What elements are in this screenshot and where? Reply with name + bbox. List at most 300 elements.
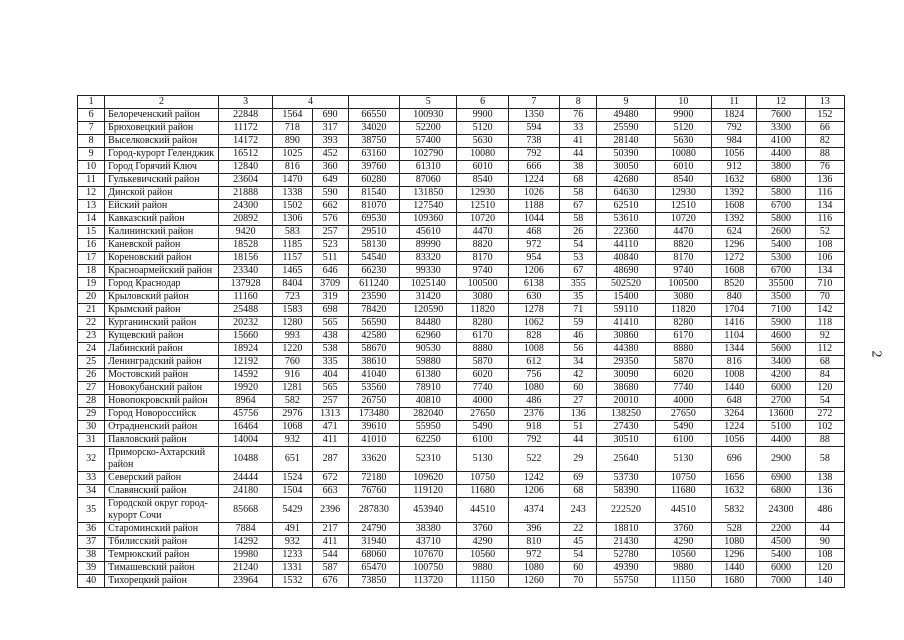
- value-cell: 4374: [508, 498, 559, 523]
- value-cell: 590: [312, 187, 348, 200]
- value-cell: 1331: [273, 562, 312, 575]
- value-cell: 1242: [508, 472, 559, 485]
- value-cell: 137928: [218, 278, 272, 291]
- value-cell: 1233: [273, 549, 312, 562]
- value-cell: 39610: [348, 421, 399, 434]
- value-cell: 90: [805, 536, 844, 549]
- value-cell: 5490: [655, 421, 711, 434]
- value-cell: 60: [560, 382, 597, 395]
- value-cell: 22848: [218, 109, 272, 122]
- row-number-cell: 13: [78, 200, 105, 213]
- value-cell: 5800: [757, 187, 805, 200]
- row-number-cell: 24: [78, 343, 105, 356]
- value-cell: 20892: [218, 213, 272, 226]
- table-row: [78, 226, 845, 239]
- value-cell: 1296: [712, 239, 757, 252]
- value-cell: 131850: [400, 187, 457, 200]
- value-cell: 2396: [312, 498, 348, 523]
- value-cell: 76760: [348, 485, 399, 498]
- row-number-cell: 9: [78, 148, 105, 161]
- value-cell: 15660: [218, 330, 272, 343]
- value-cell: 6138: [508, 278, 559, 291]
- row-number-cell: 36: [78, 523, 105, 536]
- value-cell: 5400: [757, 239, 805, 252]
- value-cell: 319: [312, 291, 348, 304]
- value-cell: 109360: [400, 213, 457, 226]
- value-cell: 6010: [457, 161, 508, 174]
- row-number-cell: 14: [78, 213, 105, 226]
- table-row: [78, 200, 845, 213]
- row-number-cell: 31: [78, 434, 105, 447]
- value-cell: 41040: [348, 369, 399, 382]
- value-cell: 12930: [655, 187, 711, 200]
- value-cell: 84480: [400, 317, 457, 330]
- value-cell: 134: [805, 265, 844, 278]
- value-cell: 39760: [348, 161, 399, 174]
- district-name-cell: Выселковский район: [105, 135, 219, 148]
- row-number-cell: 18: [78, 265, 105, 278]
- row-number-cell: 38: [78, 549, 105, 562]
- value-cell: 58: [805, 447, 844, 472]
- value-cell: 282040: [400, 408, 457, 421]
- value-cell: 118: [805, 317, 844, 330]
- table-row: [78, 265, 845, 278]
- value-cell: 816: [712, 356, 757, 369]
- value-cell: 11680: [655, 485, 711, 498]
- value-cell: 68060: [348, 549, 399, 562]
- value-cell: 3400: [757, 356, 805, 369]
- value-cell: 630: [508, 291, 559, 304]
- header-cell: 2: [105, 96, 219, 109]
- value-cell: 69: [560, 472, 597, 485]
- value-cell: 1080: [712, 536, 757, 549]
- district-name-cell: Белореченский район: [105, 109, 219, 122]
- value-cell: 1080: [508, 382, 559, 395]
- district-name-cell: Кавказский район: [105, 213, 219, 226]
- row-number-cell: 22: [78, 317, 105, 330]
- value-cell: 8540: [457, 174, 508, 187]
- value-cell: 10080: [457, 148, 508, 161]
- district-name-cell: Город Новороссийск: [105, 408, 219, 421]
- value-cell: 411: [312, 434, 348, 447]
- value-cell: 565: [312, 382, 348, 395]
- table-row: [78, 174, 845, 187]
- value-cell: 38680: [597, 382, 655, 395]
- value-cell: 54: [805, 395, 844, 408]
- value-cell: 22: [560, 523, 597, 536]
- row-number-cell: 21: [78, 304, 105, 317]
- value-cell: 7884: [218, 523, 272, 536]
- table-row: [78, 562, 845, 575]
- table-row: [78, 317, 845, 330]
- value-cell: 113720: [400, 575, 457, 588]
- value-cell: 760: [273, 356, 312, 369]
- value-cell: 1044: [508, 213, 559, 226]
- value-cell: 27650: [457, 408, 508, 421]
- value-cell: 13600: [757, 408, 805, 421]
- value-cell: 1564: [273, 109, 312, 122]
- value-cell: 84: [805, 369, 844, 382]
- value-cell: 4100: [757, 135, 805, 148]
- value-cell: 24300: [218, 200, 272, 213]
- district-name-cell: Каневской район: [105, 239, 219, 252]
- value-cell: 25590: [597, 122, 655, 135]
- value-cell: 26750: [348, 395, 399, 408]
- value-cell: 611240: [348, 278, 399, 291]
- value-cell: 3080: [457, 291, 508, 304]
- value-cell: 1157: [273, 252, 312, 265]
- value-cell: 1583: [273, 304, 312, 317]
- value-cell: 52310: [400, 447, 457, 472]
- value-cell: 5130: [457, 447, 508, 472]
- value-cell: 54: [560, 549, 597, 562]
- value-cell: 66550: [348, 109, 399, 122]
- value-cell: 44: [560, 148, 597, 161]
- value-cell: 1344: [712, 343, 757, 356]
- value-cell: 42680: [597, 174, 655, 187]
- value-cell: 92: [805, 330, 844, 343]
- value-cell: 44510: [655, 498, 711, 523]
- value-cell: 317: [312, 122, 348, 135]
- header-cell: 8: [560, 96, 597, 109]
- value-cell: 3300: [757, 122, 805, 135]
- value-cell: 58: [560, 213, 597, 226]
- value-cell: 1224: [712, 421, 757, 434]
- value-cell: 120: [805, 562, 844, 575]
- district-name-cell: Красноармейский район: [105, 265, 219, 278]
- value-cell: 1313: [312, 408, 348, 421]
- value-cell: 710: [805, 278, 844, 291]
- table-body: [78, 109, 845, 588]
- value-cell: 11820: [457, 304, 508, 317]
- row-number-cell: 30: [78, 421, 105, 434]
- value-cell: 34: [560, 356, 597, 369]
- value-cell: 152: [805, 109, 844, 122]
- value-cell: 68: [560, 174, 597, 187]
- value-cell: 42580: [348, 330, 399, 343]
- row-number-cell: 34: [78, 485, 105, 498]
- value-cell: 6000: [757, 562, 805, 575]
- value-cell: 138250: [597, 408, 655, 421]
- value-cell: 29350: [597, 356, 655, 369]
- value-cell: 1080: [508, 562, 559, 575]
- value-cell: 3709: [312, 278, 348, 291]
- value-cell: 5870: [655, 356, 711, 369]
- value-cell: 10720: [457, 213, 508, 226]
- value-cell: 116: [805, 187, 844, 200]
- value-cell: 4470: [655, 226, 711, 239]
- district-name-cell: Кущевский район: [105, 330, 219, 343]
- value-cell: 4200: [757, 369, 805, 382]
- value-cell: 69530: [348, 213, 399, 226]
- value-cell: 6170: [655, 330, 711, 343]
- value-cell: 102: [805, 421, 844, 434]
- value-cell: 49390: [597, 562, 655, 575]
- table-row: [78, 330, 845, 343]
- value-cell: 792: [508, 148, 559, 161]
- district-name-cell: Северский район: [105, 472, 219, 485]
- row-number-cell: 6: [78, 109, 105, 122]
- value-cell: 396: [508, 523, 559, 536]
- row-number-cell: 37: [78, 536, 105, 549]
- value-cell: 1281: [273, 382, 312, 395]
- value-cell: 73850: [348, 575, 399, 588]
- value-cell: 56590: [348, 317, 399, 330]
- value-cell: 594: [508, 122, 559, 135]
- value-cell: 3760: [457, 523, 508, 536]
- value-cell: 100750: [400, 562, 457, 575]
- value-cell: 38: [560, 161, 597, 174]
- value-cell: 5600: [757, 343, 805, 356]
- district-name-cell: Ейский район: [105, 200, 219, 213]
- value-cell: 31940: [348, 536, 399, 549]
- value-cell: 90530: [400, 343, 457, 356]
- value-cell: 9880: [457, 562, 508, 575]
- value-cell: 1470: [273, 174, 312, 187]
- value-cell: 21430: [597, 536, 655, 549]
- value-cell: 138: [805, 472, 844, 485]
- value-cell: 3500: [757, 291, 805, 304]
- value-cell: 14172: [218, 135, 272, 148]
- value-cell: 816: [273, 161, 312, 174]
- value-cell: 5630: [655, 135, 711, 148]
- value-cell: 76: [560, 109, 597, 122]
- table-row: [78, 109, 845, 122]
- value-cell: 257: [312, 395, 348, 408]
- value-cell: 8880: [655, 343, 711, 356]
- value-cell: 690: [312, 109, 348, 122]
- value-cell: 8964: [218, 395, 272, 408]
- value-cell: 984: [712, 135, 757, 148]
- value-cell: 173480: [348, 408, 399, 421]
- value-cell: 1025: [273, 148, 312, 161]
- value-cell: 29: [560, 447, 597, 472]
- district-name-cell: Староминский район: [105, 523, 219, 536]
- value-cell: 27430: [597, 421, 655, 434]
- value-cell: 1206: [508, 485, 559, 498]
- table-row: [78, 213, 845, 226]
- value-cell: 4000: [457, 395, 508, 408]
- page-number: 2: [868, 350, 884, 358]
- value-cell: 63160: [348, 148, 399, 161]
- value-cell: 120: [805, 382, 844, 395]
- row-number-cell: 27: [78, 382, 105, 395]
- value-cell: 52: [805, 226, 844, 239]
- header-cell: 10: [655, 96, 711, 109]
- value-cell: 134: [805, 200, 844, 213]
- value-cell: 2376: [508, 408, 559, 421]
- value-cell: 81070: [348, 200, 399, 213]
- value-cell: 1704: [712, 304, 757, 317]
- value-cell: 1220: [273, 343, 312, 356]
- table-row: [78, 252, 845, 265]
- value-cell: 14592: [218, 369, 272, 382]
- value-cell: 272: [805, 408, 844, 421]
- header-cell: 9: [597, 96, 655, 109]
- value-cell: 53560: [348, 382, 399, 395]
- value-cell: 20010: [597, 395, 655, 408]
- row-number-cell: 29: [78, 408, 105, 421]
- row-number-cell: 15: [78, 226, 105, 239]
- value-cell: 109620: [400, 472, 457, 485]
- value-cell: 70: [805, 291, 844, 304]
- value-cell: 257: [312, 226, 348, 239]
- value-cell: 1504: [273, 485, 312, 498]
- value-cell: 18924: [218, 343, 272, 356]
- value-cell: 11820: [655, 304, 711, 317]
- value-cell: 140: [805, 575, 844, 588]
- value-cell: 107670: [400, 549, 457, 562]
- value-cell: 87060: [400, 174, 457, 187]
- value-cell: 53: [560, 252, 597, 265]
- table-row: [78, 395, 845, 408]
- value-cell: 54: [560, 239, 597, 252]
- table-row: [78, 421, 845, 434]
- row-number-cell: 35: [78, 498, 105, 523]
- value-cell: 5429: [273, 498, 312, 523]
- value-cell: 12930: [457, 187, 508, 200]
- value-cell: 27: [560, 395, 597, 408]
- value-cell: 83320: [400, 252, 457, 265]
- value-cell: 27650: [655, 408, 711, 421]
- value-cell: 41: [560, 135, 597, 148]
- district-name-cell: Приморско-Ахтарский район: [105, 447, 219, 472]
- value-cell: 64630: [597, 187, 655, 200]
- value-cell: 7740: [457, 382, 508, 395]
- value-cell: 59110: [597, 304, 655, 317]
- value-cell: 5900: [757, 317, 805, 330]
- value-cell: 66: [805, 122, 844, 135]
- row-number-cell: 10: [78, 161, 105, 174]
- header-cell: 12: [757, 96, 805, 109]
- value-cell: 25640: [597, 447, 655, 472]
- value-cell: 41410: [597, 317, 655, 330]
- value-cell: 35500: [757, 278, 805, 291]
- value-cell: 646: [312, 265, 348, 278]
- value-cell: 1104: [712, 330, 757, 343]
- value-cell: 10750: [655, 472, 711, 485]
- value-cell: 81540: [348, 187, 399, 200]
- value-cell: 40840: [597, 252, 655, 265]
- value-cell: 6020: [655, 369, 711, 382]
- table-row: [78, 343, 845, 356]
- value-cell: 1440: [712, 562, 757, 575]
- value-cell: 1532: [273, 575, 312, 588]
- district-name-cell: Курганинский район: [105, 317, 219, 330]
- table-row: [78, 434, 845, 447]
- row-number-cell: 25: [78, 356, 105, 369]
- value-cell: 12840: [218, 161, 272, 174]
- table-row: [78, 239, 845, 252]
- value-cell: 1296: [712, 549, 757, 562]
- value-cell: 7740: [655, 382, 711, 395]
- value-cell: 10560: [457, 549, 508, 562]
- value-cell: 112: [805, 343, 844, 356]
- value-cell: 62250: [400, 434, 457, 447]
- value-cell: 45: [560, 536, 597, 549]
- header-row: [78, 96, 845, 109]
- value-cell: 72180: [348, 472, 399, 485]
- table-row: [78, 187, 845, 200]
- value-cell: 8404: [273, 278, 312, 291]
- value-cell: 57400: [400, 135, 457, 148]
- value-cell: 20232: [218, 317, 272, 330]
- value-cell: 612: [508, 356, 559, 369]
- value-cell: 28140: [597, 135, 655, 148]
- value-cell: 54540: [348, 252, 399, 265]
- value-cell: 88: [805, 148, 844, 161]
- table-row: [78, 408, 845, 421]
- value-cell: 106: [805, 252, 844, 265]
- value-cell: 34020: [348, 122, 399, 135]
- value-cell: 23604: [218, 174, 272, 187]
- value-cell: 696: [712, 447, 757, 472]
- value-cell: 10488: [218, 447, 272, 472]
- header-cell: 7: [508, 96, 559, 109]
- value-cell: 31420: [400, 291, 457, 304]
- value-cell: 56: [560, 343, 597, 356]
- value-cell: 25488: [218, 304, 272, 317]
- district-name-cell: Крыловский район: [105, 291, 219, 304]
- value-cell: 40810: [400, 395, 457, 408]
- value-cell: 890: [273, 135, 312, 148]
- value-cell: 217: [312, 523, 348, 536]
- value-cell: 2200: [757, 523, 805, 536]
- value-cell: 10750: [457, 472, 508, 485]
- value-cell: 6700: [757, 200, 805, 213]
- value-cell: 511: [312, 252, 348, 265]
- value-cell: 1026: [508, 187, 559, 200]
- value-cell: 2976: [273, 408, 312, 421]
- value-cell: 522: [508, 447, 559, 472]
- value-cell: 666: [508, 161, 559, 174]
- value-cell: 6800: [757, 485, 805, 498]
- row-number-cell: 8: [78, 135, 105, 148]
- value-cell: 67: [560, 265, 597, 278]
- value-cell: 8280: [655, 317, 711, 330]
- value-cell: 3080: [655, 291, 711, 304]
- value-cell: 810: [508, 536, 559, 549]
- value-cell: 44510: [457, 498, 508, 523]
- value-cell: 19980: [218, 549, 272, 562]
- value-cell: 38380: [400, 523, 457, 536]
- value-cell: 2600: [757, 226, 805, 239]
- value-cell: 1025140: [400, 278, 457, 291]
- value-cell: 7600: [757, 109, 805, 122]
- value-cell: 8280: [457, 317, 508, 330]
- value-cell: 33: [560, 122, 597, 135]
- value-cell: 5800: [757, 213, 805, 226]
- value-cell: 1608: [712, 265, 757, 278]
- value-cell: 5832: [712, 498, 757, 523]
- value-cell: 9740: [655, 265, 711, 278]
- value-cell: 29510: [348, 226, 399, 239]
- value-cell: 100930: [400, 109, 457, 122]
- value-cell: 12192: [218, 356, 272, 369]
- row-number-cell: 16: [78, 239, 105, 252]
- value-cell: 6170: [457, 330, 508, 343]
- value-cell: 360: [312, 161, 348, 174]
- value-cell: 1824: [712, 109, 757, 122]
- value-cell: 58130: [348, 239, 399, 252]
- value-cell: 6020: [457, 369, 508, 382]
- value-cell: 523: [312, 239, 348, 252]
- table-row: [78, 135, 845, 148]
- value-cell: 243: [560, 498, 597, 523]
- value-cell: 55750: [597, 575, 655, 588]
- table-row: [78, 382, 845, 395]
- value-cell: 1680: [712, 575, 757, 588]
